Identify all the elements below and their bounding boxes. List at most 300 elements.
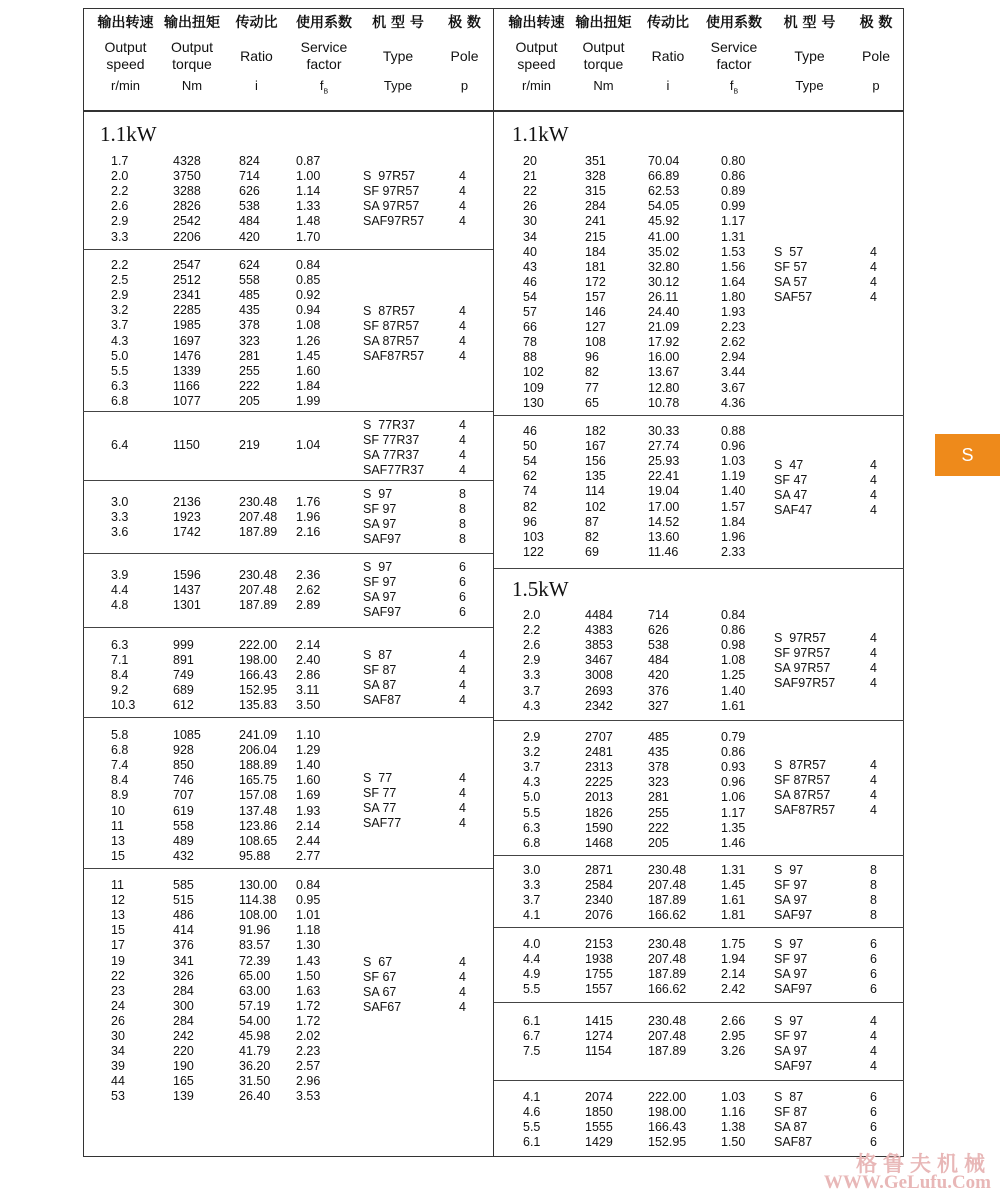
output-torque-cell: 3467	[585, 653, 613, 668]
pole-count-cell: 4	[459, 1000, 466, 1015]
header-unit-text: f	[729, 78, 734, 93]
service-factor-cell: 1.96	[296, 510, 321, 525]
output-torque-cell: 1476	[173, 348, 201, 363]
output-torque-cell: 102	[585, 499, 606, 514]
output-speed-cell: 13	[111, 833, 125, 848]
service-factor-cell: 1.03	[721, 454, 746, 469]
service-factor-cell: 2.23	[721, 320, 746, 335]
pole-count-cell: 4	[459, 693, 466, 708]
ratio-cell: 435	[239, 303, 260, 318]
service-factor-cell: 0.96	[721, 775, 746, 790]
output-speed-cell: 26	[111, 1013, 125, 1028]
output-speed-cell: 3.9	[111, 568, 129, 582]
ratio-cell: 24.40	[648, 305, 680, 319]
motor-type-cell: SAF57	[774, 290, 813, 305]
output-torque-cell: 486	[173, 908, 194, 923]
pole-count-cell: 6	[870, 952, 877, 967]
ratio-cell: 230.48	[648, 1014, 687, 1028]
output-speed-cell: 8.4	[111, 773, 129, 788]
service-factor-cell: 0.86	[721, 169, 746, 184]
output-torque-cell: 1742	[173, 525, 201, 540]
header-unit	[439, 76, 490, 100]
output-torque-cell: 2547	[173, 258, 201, 272]
pole-count-cell: 8	[459, 487, 466, 501]
header-en: Type	[382, 47, 414, 64]
ratio-cell: 31.50	[239, 1074, 271, 1089]
pole-count-cell: 4	[870, 676, 877, 691]
ratio-cell: 222	[239, 378, 260, 393]
pole-count-cell: 4	[459, 184, 466, 199]
header-unit-text: r/min	[522, 78, 551, 93]
motor-type-cell: SF 57	[774, 260, 808, 275]
output-torque-cell: 108	[585, 335, 606, 350]
pole-count-cell: 4	[870, 503, 877, 518]
output-speed-cell: 62	[523, 469, 537, 484]
pole-count-cell: 8	[870, 878, 877, 893]
pole-count-cell: 4	[870, 661, 877, 676]
output-torque-cell: 1850	[585, 1105, 613, 1120]
output-torque-cell: 1274	[585, 1029, 613, 1044]
block-rule	[83, 480, 493, 481]
service-factor-cell: 0.80	[721, 154, 746, 168]
ratio-cell: 135.83	[239, 698, 278, 713]
header-zh: 输出扭矩	[164, 15, 220, 31]
output-torque-cell: 928	[173, 743, 194, 758]
section-title-power: 1.1kW	[100, 122, 157, 146]
output-torque-cell: 315	[585, 184, 606, 199]
output-torque-cell: 135	[585, 469, 606, 484]
header-unit	[640, 76, 696, 100]
output-speed-cell: 3.0	[523, 863, 541, 877]
pole-count-cell: 6	[870, 937, 877, 951]
header-col-right-0	[505, 10, 568, 100]
output-torque-cell: 156	[585, 454, 606, 469]
header-col-right-5	[852, 10, 900, 100]
motor-type-cell: SF 77	[363, 786, 397, 801]
output-speed-cell: 2.9	[523, 730, 541, 744]
output-torque-cell: 1154	[585, 1044, 612, 1059]
ratio-cell: 714	[239, 169, 260, 184]
output-torque-cell: 585	[173, 878, 194, 892]
output-torque-cell: 2013	[585, 790, 613, 805]
output-speed-cell: 82	[523, 499, 537, 514]
motor-type-cell: SAF87R57	[363, 349, 425, 364]
output-speed-cell: 4.3	[523, 775, 541, 790]
pole-count-cell: 4	[870, 1029, 877, 1044]
output-speed-cell: 10	[111, 803, 125, 818]
output-torque-cell: 891	[173, 653, 194, 668]
ratio-cell: 187.89	[239, 525, 278, 540]
ratio-cell: 187.89	[648, 1044, 687, 1059]
output-speed-cell: 4.4	[111, 583, 129, 598]
header-en: Pole	[450, 47, 479, 64]
service-factor-cell: 0.96	[721, 439, 746, 454]
ratio-cell: 62.53	[648, 184, 680, 199]
block-rule	[83, 249, 493, 250]
output-torque-cell: 2074	[585, 1090, 613, 1104]
header-zh: 传动比	[235, 15, 278, 31]
service-factor-cell: 2.33	[721, 544, 746, 559]
service-factor-cell: 1.50	[721, 1135, 746, 1150]
service-factor-cell: 0.93	[721, 760, 746, 775]
service-factor-cell: 3.44	[721, 365, 746, 380]
output-speed-cell: 6.8	[111, 743, 129, 758]
ratio-cell: 130.00	[239, 878, 278, 892]
watermark-url: WWW.GeLufu.Com	[823, 1172, 991, 1193]
ratio-cell: 12.80	[648, 380, 680, 395]
header-unit-text: i	[255, 78, 258, 93]
ratio-cell: 323	[648, 775, 669, 790]
motor-type-cell: SA 97R57	[363, 199, 420, 214]
header-en: Service factor	[300, 39, 348, 72]
header-en: Type	[794, 47, 825, 64]
output-speed-cell: 43	[523, 259, 537, 274]
header-col-left-2	[229, 10, 284, 100]
ratio-cell: 484	[239, 214, 260, 229]
header-en: Output torque	[170, 39, 214, 72]
pole-count-cell: 4	[459, 970, 466, 985]
service-factor-cell: 4.36	[721, 395, 746, 410]
output-speed-cell: 4.6	[523, 1105, 541, 1120]
motor-type-cell: SA 57	[774, 275, 808, 290]
service-factor-cell: 1.10	[296, 728, 321, 742]
output-speed-cell: 20	[523, 154, 537, 168]
block-rule	[494, 855, 904, 856]
output-speed-cell: 11	[111, 818, 124, 833]
pole-count-cell: 4	[870, 1044, 877, 1059]
service-factor-cell: 1.70	[296, 229, 321, 244]
ratio-cell: 230.48	[239, 568, 278, 582]
output-speed-cell: 103	[523, 529, 544, 544]
service-factor-cell: 2.89	[296, 598, 321, 613]
motor-type-cell: SAF97	[774, 908, 813, 923]
ratio-cell: 222	[648, 820, 669, 835]
service-factor-cell: 1.35	[721, 820, 746, 835]
service-factor-cell: 1.60	[296, 363, 321, 378]
ratio-cell: 35.02	[648, 244, 680, 259]
ratio-cell: 41.79	[239, 1044, 271, 1059]
service-factor-cell: 1.25	[721, 668, 746, 683]
motor-type-cell: SAF87	[774, 1135, 813, 1150]
header-unit	[95, 76, 156, 100]
service-factor-cell: 1.08	[721, 653, 746, 668]
service-factor-cell: 1.96	[721, 529, 746, 544]
output-torque-cell: 2871	[585, 863, 613, 877]
motor-type-cell: SF 97	[774, 952, 808, 967]
pole-count-cell: 4	[870, 1014, 877, 1028]
service-factor-cell: 1.72	[296, 1013, 321, 1028]
output-speed-cell: 5.5	[523, 805, 541, 820]
pole-count-cell: 4	[870, 458, 877, 472]
ratio-cell: 166.62	[648, 982, 687, 997]
output-torque-cell: 284	[173, 983, 194, 998]
output-torque-cell: 1301	[173, 598, 201, 613]
ratio-cell: 137.48	[239, 803, 278, 818]
ratio-cell: 420	[239, 229, 260, 244]
ratio-cell: 11.46	[648, 544, 679, 559]
service-factor-cell: 1.00	[296, 169, 321, 184]
watermark-brand: 格鲁夫机械	[856, 1152, 991, 1176]
motor-type-cell: SAF97R57	[363, 214, 425, 229]
motor-type-cell: SA 87	[774, 1120, 808, 1135]
ratio-cell: 30.33	[648, 424, 680, 438]
output-speed-cell: 30	[523, 214, 537, 229]
output-speed-cell: 4.0	[523, 937, 541, 951]
output-torque-cell: 146	[585, 305, 606, 319]
output-torque-cell: 341	[173, 953, 194, 968]
ratio-cell: 63.00	[239, 983, 271, 998]
motor-type-cell: SA 87R57	[774, 788, 831, 803]
output-speed-cell: 9.2	[111, 683, 129, 698]
service-factor-cell: 1.16	[721, 1105, 746, 1120]
output-torque-cell: 1077	[173, 393, 201, 408]
block-rule	[494, 927, 904, 928]
output-speed-cell: 4.8	[111, 598, 129, 613]
output-speed-cell: 54	[523, 289, 537, 304]
output-torque-cell: 4328	[173, 154, 201, 168]
block-rule	[494, 1080, 904, 1081]
output-torque-cell: 414	[173, 923, 194, 938]
output-speed-cell: 3.2	[523, 745, 541, 760]
output-speed-cell: 23	[111, 983, 125, 998]
pole-count-cell: 4	[459, 448, 466, 463]
service-factor-cell: 1.69	[296, 788, 321, 803]
output-torque-cell: 746	[173, 773, 194, 788]
output-speed-cell: 2.2	[111, 258, 129, 272]
output-torque-cell: 300	[173, 998, 194, 1013]
block-rule	[83, 868, 493, 869]
motor-type-cell: SF 97	[774, 878, 808, 893]
ratio-cell: 95.88	[239, 848, 271, 863]
output-torque-cell: 1557	[585, 982, 613, 997]
output-torque-cell: 181	[585, 259, 606, 274]
service-factor-cell: 1.60	[296, 773, 321, 788]
service-factor-cell: 1.19	[721, 469, 746, 484]
service-factor-cell: 1.63	[296, 983, 321, 998]
service-factor-cell: 1.29	[296, 743, 321, 758]
header-unit	[505, 76, 568, 100]
output-speed-cell: 6.3	[523, 820, 541, 835]
service-factor-cell: 0.94	[296, 303, 321, 318]
service-factor-cell: 1.75	[721, 937, 746, 951]
ratio-cell: 420	[648, 668, 669, 683]
section-tab[interactable]: S	[935, 434, 1000, 476]
output-speed-cell: 4.3	[523, 698, 541, 713]
motor-type-cell: SF 97	[363, 502, 397, 517]
output-speed-cell: 5.5	[523, 1120, 541, 1135]
service-factor-cell: 1.94	[721, 952, 746, 967]
service-factor-cell: 1.40	[296, 758, 321, 773]
output-speed-cell: 2.9	[111, 288, 129, 303]
output-speed-cell: 2.6	[111, 199, 129, 214]
motor-type-cell: S 77	[363, 771, 393, 785]
service-factor-cell: 1.17	[721, 214, 746, 229]
output-torque-cell: 1923	[173, 510, 201, 525]
output-torque-cell: 558	[173, 818, 194, 833]
service-factor-cell: 1.61	[721, 698, 746, 713]
header-rule	[83, 110, 904, 112]
motor-type-cell: S 97	[774, 937, 804, 951]
output-speed-cell: 6.8	[111, 393, 129, 408]
header-col-right-4	[771, 10, 848, 100]
ratio-cell: 13.67	[648, 365, 680, 380]
pole-count-cell: 6	[459, 605, 466, 620]
service-factor-cell: 1.38	[721, 1120, 746, 1135]
output-torque-cell: 2342	[585, 698, 613, 713]
service-factor-cell: 0.84	[296, 258, 321, 272]
pole-count-cell: 4	[459, 169, 466, 183]
output-speed-cell: 4.9	[523, 967, 541, 982]
motor-type-cell: SAF97	[363, 605, 402, 620]
ratio-cell: 152.95	[648, 1135, 687, 1150]
pole-count-cell: 4	[459, 801, 466, 816]
output-speed-cell: 3.7	[523, 893, 541, 908]
service-factor-cell: 1.72	[296, 998, 321, 1013]
output-speed-cell: 34	[111, 1044, 125, 1059]
service-factor-cell: 2.44	[296, 833, 321, 848]
service-factor-cell: 2.94	[721, 350, 746, 365]
motor-type-cell: SAF97	[774, 982, 813, 997]
pole-count-cell: 6	[459, 575, 466, 590]
service-factor-cell: 1.61	[721, 893, 746, 908]
ratio-cell: 281	[648, 790, 669, 805]
pole-count-cell: 8	[870, 893, 877, 908]
ratio-cell: 187.89	[648, 967, 687, 982]
ratio-cell: 16.00	[648, 350, 680, 365]
ratio-cell: 558	[239, 273, 260, 288]
pole-count-cell: 8	[870, 863, 877, 877]
ratio-cell: 166.62	[648, 908, 687, 923]
ratio-cell: 206.04	[239, 743, 278, 758]
pole-count-cell: 4	[459, 648, 466, 662]
ratio-cell: 327	[648, 698, 669, 713]
output-torque-cell: 157	[585, 289, 606, 304]
output-speed-cell: 78	[523, 335, 537, 350]
motor-type-cell: SF 87R57	[774, 773, 831, 788]
output-speed-cell: 2.9	[523, 653, 541, 668]
output-speed-cell: 6.7	[523, 1029, 541, 1044]
motor-type-cell: SA 97	[774, 967, 808, 982]
output-speed-cell: 8.4	[111, 668, 129, 683]
ratio-cell: 207.48	[239, 583, 278, 598]
pole-count-cell: 4	[459, 349, 466, 364]
motor-type-cell: S 57	[774, 245, 804, 259]
service-factor-cell: 0.86	[721, 623, 746, 638]
output-speed-cell: 2.5	[111, 273, 129, 288]
output-speed-cell: 57	[523, 305, 537, 319]
ratio-cell: 54.05	[648, 199, 680, 214]
output-speed-cell: 3.6	[111, 525, 129, 540]
ratio-cell: 230.48	[648, 937, 687, 951]
output-torque-cell: 1826	[585, 805, 613, 820]
ratio-cell: 165.75	[239, 773, 278, 788]
service-factor-cell: 2.77	[296, 848, 321, 863]
pole-count-cell: 4	[459, 334, 466, 349]
output-torque-cell: 1339	[173, 363, 201, 378]
motor-type-cell: SA 97	[774, 1044, 808, 1059]
output-speed-cell: 15	[111, 848, 125, 863]
pole-count-cell: 4	[870, 758, 877, 772]
service-factor-cell: 1.46	[721, 835, 746, 850]
header-col-right-3	[700, 10, 768, 100]
output-torque-cell: 1166	[173, 378, 200, 393]
block-rule	[83, 411, 493, 412]
service-factor-cell: 1.53	[721, 244, 746, 259]
output-torque-cell: 96	[585, 350, 599, 365]
ratio-cell: 17.00	[648, 499, 680, 514]
output-speed-cell: 22	[111, 968, 125, 983]
output-torque-cell: 4484	[585, 608, 613, 622]
service-factor-cell: 1.26	[296, 333, 321, 348]
header-unit-text: f	[319, 78, 324, 93]
service-factor-cell: 1.99	[296, 393, 321, 408]
service-factor-cell: 3.53	[296, 1089, 321, 1104]
pole-count-cell: 4	[459, 771, 466, 785]
service-factor-cell: 1.40	[721, 484, 746, 499]
service-factor-cell: 0.99	[721, 199, 746, 214]
service-factor-cell: 1.80	[721, 289, 746, 304]
service-factor-cell: 1.33	[296, 199, 321, 214]
pole-count-cell: 4	[870, 788, 877, 803]
ratio-cell: 13.60	[648, 529, 680, 544]
watermark	[780, 1148, 995, 1194]
output-torque-cell: 2285	[173, 303, 201, 318]
ratio-cell: 538	[239, 199, 260, 214]
ratio-cell: 166.43	[648, 1120, 687, 1135]
output-torque-cell: 1415	[585, 1014, 613, 1028]
pole-count-cell: 8	[459, 502, 466, 517]
service-factor-cell: 1.48	[296, 214, 321, 229]
output-torque-cell: 1555	[585, 1120, 613, 1135]
motor-type-cell: SAF97	[363, 532, 402, 547]
output-torque-cell: 850	[173, 758, 194, 773]
header-en: Pole	[861, 47, 891, 64]
pole-count-cell: 4	[870, 631, 877, 645]
motor-type-cell: S 77R37	[363, 418, 416, 432]
header-col-left-5	[439, 10, 490, 100]
output-speed-cell: 21	[523, 169, 537, 184]
pole-count-cell: 4	[870, 1059, 877, 1074]
output-speed-cell: 3.7	[111, 318, 129, 333]
output-speed-cell: 2.9	[111, 214, 129, 229]
output-speed-cell: 46	[523, 424, 537, 438]
header-zh: 输出扭矩	[575, 15, 632, 31]
ratio-cell: 21.09	[648, 320, 680, 335]
service-factor-cell: 1.84	[296, 378, 321, 393]
ratio-cell: 378	[239, 318, 260, 333]
output-torque-cell: 2136	[173, 495, 201, 509]
pole-count-cell: 4	[870, 773, 877, 788]
ratio-cell: 626	[648, 623, 669, 638]
pole-count-cell: 4	[870, 290, 877, 305]
motor-type-cell: SF 97	[363, 575, 397, 590]
motor-type-cell: SF 47	[774, 473, 808, 488]
output-torque-cell: 612	[173, 698, 194, 713]
service-factor-cell: 2.62	[721, 335, 746, 350]
motor-type-cell: SF 87	[363, 663, 397, 678]
header-col-left-0	[95, 10, 156, 100]
ratio-cell: 10.78	[648, 395, 680, 410]
output-speed-cell: 1.7	[111, 154, 129, 168]
output-torque-cell: 707	[173, 788, 194, 803]
service-factor-cell: 1.08	[296, 318, 321, 333]
service-factor-cell: 3.11	[296, 683, 320, 698]
service-factor-cell: 1.64	[721, 274, 746, 289]
motor-type-cell: SF 87R57	[363, 319, 420, 334]
output-speed-cell: 3.3	[111, 229, 129, 244]
header-col-right-2	[640, 10, 696, 100]
output-speed-cell: 19	[111, 953, 125, 968]
